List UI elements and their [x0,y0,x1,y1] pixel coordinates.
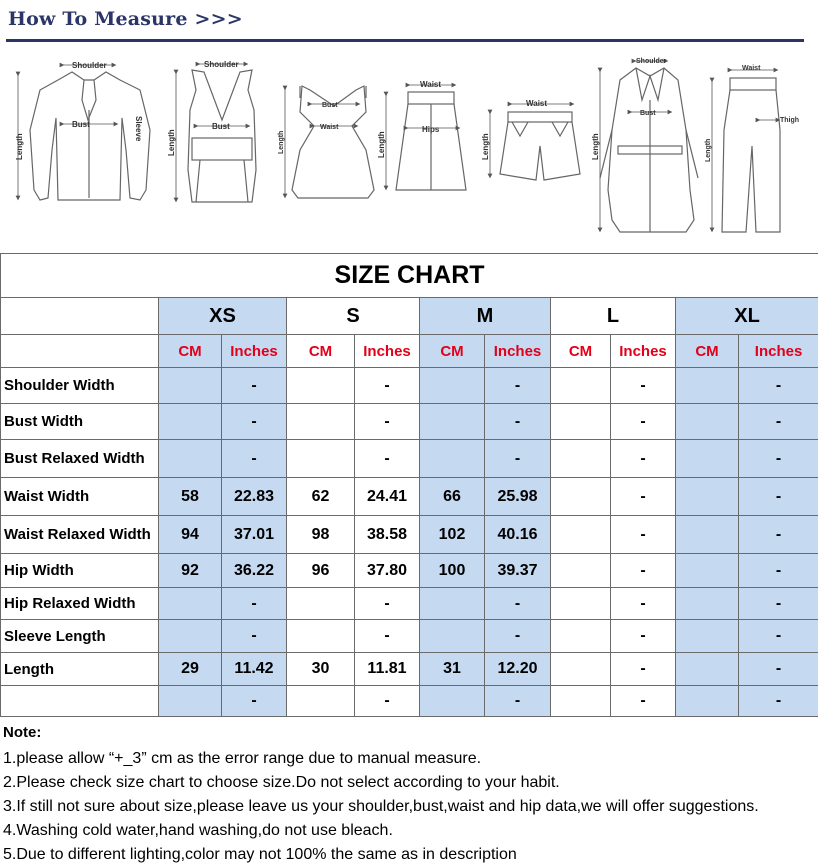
corner-cell [1,335,159,368]
chart-body [1,368,818,717]
value-cm [676,554,739,588]
row-label: Length [1,653,159,686]
label-waist-5: Waist [526,99,548,108]
row-label [1,686,159,717]
unit-inches: Inches [355,335,420,368]
value-cm: 31 [420,653,485,686]
label-thigh-7: Thigh [780,117,800,124]
value-cm [676,368,739,404]
value-cm [287,368,355,404]
label-length-2: Length [167,129,176,156]
value-inches: - [739,588,818,620]
value-cm [420,404,485,440]
value-inches: - [611,653,676,686]
value-cm [551,478,611,516]
value-inches: 38.58 [355,516,420,554]
value-cm [287,620,355,653]
value-cm: 102 [420,516,485,554]
value-cm [159,440,222,478]
table-row [1,554,818,588]
value-cm [676,620,739,653]
value-cm: 66 [420,478,485,516]
label-shoulder-2: Shoulder [204,60,239,69]
value-inches: - [355,620,420,653]
value-inches: - [222,620,287,653]
size-xs: XS [159,298,287,335]
value-inches: - [355,440,420,478]
header-divider [6,39,804,42]
value-cm [159,368,222,404]
value-inches: - [739,686,818,717]
illustrations-svg [0,50,818,245]
value-inches: - [485,404,551,440]
value-cm [287,588,355,620]
row-label: Shoulder Width [1,368,159,404]
value-inches: 36.22 [222,554,287,588]
unit-inches: Inches [611,335,676,368]
value-inches: - [611,686,676,717]
value-cm: 94 [159,516,222,554]
value-inches: 25.98 [485,478,551,516]
value-cm [420,440,485,478]
label-length-1: Length [15,133,24,160]
top-icon [188,70,256,202]
chart-title: SIZE CHART [1,254,818,298]
value-cm [676,440,739,478]
value-inches: - [611,368,676,404]
skirt-icon [396,92,466,190]
table-row [1,620,818,653]
value-cm [676,653,739,686]
row-label: Waist Width [1,478,159,516]
value-inches: 24.41 [355,478,420,516]
value-inches: - [485,686,551,717]
label-shoulder-1: Shoulder [72,61,107,70]
value-inches: 40.16 [485,516,551,554]
value-inches: - [485,440,551,478]
value-inches: - [739,554,818,588]
value-inches: 11.81 [355,653,420,686]
note-item: 2.Please check size chart to choose size.Do not select according to your habit. [3,774,560,791]
value-inches: - [485,368,551,404]
table-row [1,588,818,620]
value-cm: 30 [287,653,355,686]
value-inches: - [611,478,676,516]
value-cm: 100 [420,554,485,588]
value-inches: 22.83 [222,478,287,516]
measure-illustrations [0,50,818,245]
label-bust-3: Bust [322,102,338,109]
value-cm: 62 [287,478,355,516]
value-cm [551,368,611,404]
row-label: Hip Relaxed Width [1,588,159,620]
value-inches: - [739,516,818,554]
label-bust-1: Bust [72,120,90,129]
value-inches: - [485,588,551,620]
value-cm [551,686,611,717]
value-cm [159,588,222,620]
value-inches: - [739,620,818,653]
table-row [1,478,818,516]
value-cm [551,620,611,653]
value-cm [551,653,611,686]
size-xl: XL [676,298,818,335]
unit-inches: Inches [222,335,287,368]
size-m: M [420,298,551,335]
row-label: Bust Width [1,404,159,440]
value-inches: - [739,404,818,440]
value-inches: - [222,440,287,478]
label-length-5: Length [481,133,490,160]
coat-icon [600,68,698,232]
value-cm [420,686,485,717]
value-cm [676,516,739,554]
table-row [1,440,818,478]
label-length-4: Length [377,131,386,158]
row-label: Bust Relaxed Width [1,440,159,478]
unit-cm: CM [551,335,611,368]
value-cm: 58 [159,478,222,516]
note-item: 1.please allow “+_3” cm as the error range due to manual measure. [3,750,482,767]
value-inches: - [355,588,420,620]
table-row [1,404,818,440]
value-cm [287,686,355,717]
value-cm [676,686,739,717]
label-sleeve-1: Sleeve [134,116,143,142]
value-inches: - [611,554,676,588]
table-row [1,686,818,717]
size-s: S [287,298,420,335]
value-cm [287,440,355,478]
value-cm [159,404,222,440]
value-cm: 29 [159,653,222,686]
value-cm [551,588,611,620]
value-inches: - [739,440,818,478]
value-cm [551,440,611,478]
label-waist-4: Waist [420,80,442,89]
unit-header-row [1,335,818,368]
value-inches: 12.20 [485,653,551,686]
value-inches: - [739,368,818,404]
value-inches: - [611,516,676,554]
value-inches: 39.37 [485,554,551,588]
label-bust-2: Bust [212,122,230,131]
label-hips-4: Hips [422,125,440,134]
unit-inches: Inches [485,335,551,368]
unit-inches: Inches [739,335,818,368]
pants-icon [722,78,780,232]
row-label: Hip Width [1,554,159,588]
shirt-icon [30,72,150,200]
value-cm [676,478,739,516]
unit-cm: CM [159,335,222,368]
size-l: L [551,298,676,335]
value-cm [551,516,611,554]
unit-cm: CM [420,335,485,368]
value-inches: - [355,686,420,717]
row-label: Sleeve Length [1,620,159,653]
note-item: 5.Due to different lighting,color may not 100% the same as in description [3,846,517,863]
label-bust-6: Bust [640,110,656,117]
corner-cell [1,298,159,335]
table-row [1,368,818,404]
value-inches: 11.42 [222,653,287,686]
value-cm: 92 [159,554,222,588]
value-cm [676,588,739,620]
value-inches: - [222,686,287,717]
value-cm [676,404,739,440]
label-length-6: Length [591,133,600,160]
value-cm [551,404,611,440]
note-item: 4.Washing cold water,hand washing,do not use bleach. [3,822,393,839]
value-cm [420,588,485,620]
value-inches: - [611,588,676,620]
value-cm [287,404,355,440]
label-length-3: Length [278,130,285,154]
notes-heading: Note: [3,724,42,741]
value-cm [420,620,485,653]
label-waist-3: Waist [320,124,339,131]
page-title: How To Measure >>> [8,8,243,30]
value-inches: - [611,404,676,440]
value-cm [551,554,611,588]
label-shoulder-6: Shoulder [636,58,667,65]
value-inches: - [222,404,287,440]
value-inches: - [222,588,287,620]
value-inches: - [485,620,551,653]
value-inches: 37.01 [222,516,287,554]
value-cm: 96 [287,554,355,588]
value-inches: - [611,440,676,478]
label-waist-7: Waist [742,65,761,72]
row-label: Waist Relaxed Width [1,516,159,554]
value-inches: - [611,620,676,653]
value-inches: - [222,368,287,404]
value-inches: 37.80 [355,554,420,588]
value-inches: - [739,478,818,516]
unit-cm: CM [676,335,739,368]
size-chart-table [0,253,818,717]
value-inches: - [739,653,818,686]
header [0,0,818,50]
table-row [1,653,818,686]
shorts-icon [500,112,580,180]
value-cm [159,620,222,653]
size-header-row [1,298,818,335]
value-cm: 98 [287,516,355,554]
unit-cm: CM [287,335,355,368]
value-inches: - [355,404,420,440]
table-row [1,516,818,554]
value-cm [420,368,485,404]
value-inches: - [355,368,420,404]
value-cm [159,686,222,717]
note-item: 3.If still not sure about size,please leave us your shoulder,bust,waist and hip data,we will offer suggestions. [3,798,759,815]
notes-section [3,722,818,867]
label-length-7: Length [705,138,712,162]
